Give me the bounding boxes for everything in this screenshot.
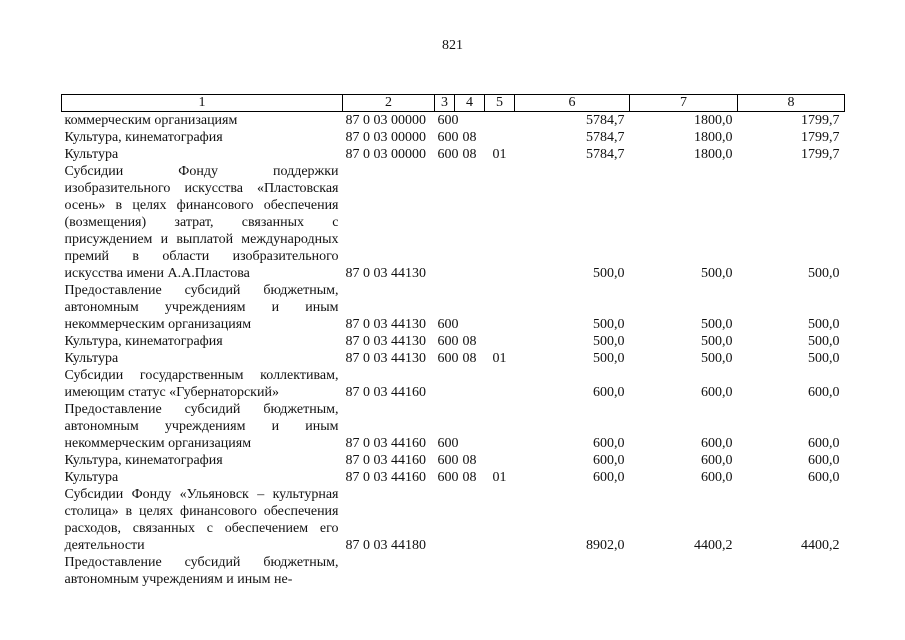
row-subsection: [485, 333, 515, 350]
budget-table: [61, 94, 845, 588]
row-name: Культура: [64, 147, 119, 162]
row-value-2: 500,0: [701, 334, 733, 349]
column-header: 5: [485, 95, 515, 112]
row-target-code: 87 0 03 44130: [345, 317, 426, 332]
table-row: [62, 112, 845, 130]
row-target-code: 87 0 03 44160: [345, 470, 426, 485]
row-target-code: 87 0 03 44180: [345, 538, 426, 553]
row-target-code: 87 0 03 00000: [345, 147, 426, 162]
row-section: [455, 282, 485, 333]
row-target-code: 87 0 03 44160: [345, 385, 426, 400]
table-row: [62, 554, 845, 588]
row-subsection: 01: [492, 351, 507, 366]
column-header: 7: [630, 95, 738, 112]
row-section: 08: [462, 130, 477, 145]
row-expense-type: [435, 163, 455, 282]
row-target-code: 87 0 03 44160: [345, 436, 426, 451]
row-section: [455, 486, 485, 554]
row-value-3: 1799,7: [801, 113, 840, 128]
row-expense-type: [435, 367, 455, 401]
row-value-3: 4400,2: [801, 538, 840, 553]
row-name: Субсидии государственным коллективам, имеющим статус «Губернаторский»: [64, 368, 339, 400]
row-section: 08: [462, 147, 477, 162]
row-subsection: [485, 401, 515, 452]
table-row: [62, 333, 845, 350]
row-value-2: 600,0: [701, 470, 733, 485]
row-value-1: 500,0: [593, 266, 625, 281]
row-section: 08: [462, 470, 477, 485]
page-number: 821: [442, 38, 463, 53]
row-value-2: 1800,0: [694, 147, 733, 162]
row-section: [455, 163, 485, 282]
row-target-code: 87 0 03 44130: [345, 351, 426, 366]
row-subsection: [485, 112, 515, 130]
row-section: 08: [462, 453, 477, 468]
row-value-2: [630, 554, 738, 588]
row-value-3: 1799,7: [801, 147, 840, 162]
row-expense-type: [435, 554, 455, 588]
row-subsection: [485, 282, 515, 333]
row-subsection: [485, 452, 515, 469]
header-row: [62, 95, 845, 112]
row-expense-type: 600: [437, 453, 459, 468]
column-header: 3: [435, 95, 455, 112]
row-value-3: 500,0: [808, 266, 840, 281]
row-subsection: [485, 367, 515, 401]
row-value-2: 600,0: [701, 385, 733, 400]
row-subsection: [485, 163, 515, 282]
row-section: [455, 367, 485, 401]
row-section: [455, 554, 485, 588]
row-name: Предоставление субсидий бюджетным, автономным учреждениям и иным некоммерческим организациям: [64, 283, 339, 332]
row-expense-type: 600: [437, 147, 459, 162]
row-target-code: 87 0 03 00000: [345, 130, 426, 145]
row-value-1: [515, 554, 630, 588]
row-value-1: 500,0: [593, 334, 625, 349]
row-expense-type: 600: [437, 436, 459, 451]
row-name: Культура, кинематография: [64, 130, 223, 145]
row-target-code: 87 0 03 00000: [345, 113, 426, 128]
row-target-code: 87 0 03 44130: [345, 334, 426, 349]
row-name: коммерческим организациям: [64, 113, 238, 128]
row-value-2: 500,0: [701, 266, 733, 281]
row-name: Предоставление субсидий бюджетным, автономным учреждениям и иным не-: [64, 555, 339, 587]
row-value-3: 600,0: [808, 436, 840, 451]
row-section: [455, 112, 485, 130]
table-row: [62, 350, 845, 367]
row-value-1: 5784,7: [586, 113, 625, 128]
row-value-1: 8902,0: [586, 538, 625, 553]
row-value-3: 500,0: [808, 317, 840, 332]
row-value-3: 600,0: [808, 385, 840, 400]
row-value-3: [738, 554, 845, 588]
row-value-2: 600,0: [701, 436, 733, 451]
table-row: [62, 469, 845, 486]
row-name: Субсидии Фонду поддержки изобразительного искусства «Пластовская осень» в целях финансового обеспечения (возмещения) затрат, связанных с присуждением и выплатой международных премий в области изобразительного искусства имени А.А.Пластова: [64, 164, 339, 281]
row-value-1: 600,0: [593, 385, 625, 400]
row-expense-type: [435, 486, 455, 554]
row-expense-type: 600: [437, 351, 459, 366]
row-value-3: 500,0: [808, 334, 840, 349]
table-row: [62, 452, 845, 469]
row-value-1: 500,0: [593, 317, 625, 332]
row-value-3: 600,0: [808, 470, 840, 485]
row-name: Культура: [64, 470, 119, 485]
table-row: [62, 146, 845, 163]
row-value-1: 600,0: [593, 453, 625, 468]
table-row: [62, 163, 845, 282]
row-name: Культура, кинематография: [64, 453, 223, 468]
row-subsection: [485, 486, 515, 554]
row-target-code: 87 0 03 44130: [345, 266, 426, 281]
row-name: Предоставление субсидий бюджетным, автономным учреждениям и иным некоммерческим организациям: [64, 402, 339, 451]
row-value-1: 5784,7: [586, 147, 625, 162]
row-expense-type: 600: [437, 113, 459, 128]
row-section: [455, 401, 485, 452]
row-name: Субсидии Фонду «Ульяновск – культурная столица» в целях финансового обеспечения расходов, связанных с обеспечением его деятельности: [64, 487, 339, 553]
table-row: [62, 486, 845, 554]
row-value-2: 500,0: [701, 351, 733, 366]
row-name: Культура: [64, 351, 119, 366]
row-value-3: 600,0: [808, 453, 840, 468]
table-header: [62, 95, 845, 112]
table-row: [62, 282, 845, 333]
row-value-2: 1800,0: [694, 130, 733, 145]
row-value-1: 5784,7: [586, 130, 625, 145]
column-header: 8: [738, 95, 845, 112]
column-header: 2: [343, 95, 435, 112]
table-row: [62, 401, 845, 452]
row-expense-type: 600: [437, 317, 459, 332]
row-section: 08: [462, 334, 477, 349]
table-row: [62, 367, 845, 401]
row-target-code: [343, 554, 435, 588]
row-value-1: 500,0: [593, 351, 625, 366]
row-value-2: 500,0: [701, 317, 733, 332]
row-value-2: 600,0: [701, 453, 733, 468]
column-header: 4: [455, 95, 485, 112]
column-header: 1: [62, 95, 343, 112]
row-value-3: 500,0: [808, 351, 840, 366]
row-expense-type: 600: [437, 470, 459, 485]
row-subsection: [485, 554, 515, 588]
row-value-3: 1799,7: [801, 130, 840, 145]
row-value-1: 600,0: [593, 470, 625, 485]
row-value-2: 1800,0: [694, 113, 733, 128]
row-expense-type: 600: [437, 334, 459, 349]
table-row: [62, 129, 845, 146]
row-value-2: 4400,2: [694, 538, 733, 553]
row-value-1: 600,0: [593, 436, 625, 451]
row-name: Культура, кинематография: [64, 334, 223, 349]
table-body: [62, 112, 845, 589]
row-expense-type: 600: [437, 130, 459, 145]
row-subsection: [485, 129, 515, 146]
row-section: 08: [462, 351, 477, 366]
row-subsection: 01: [492, 470, 507, 485]
row-subsection: 01: [492, 147, 507, 162]
row-target-code: 87 0 03 44160: [345, 453, 426, 468]
column-header: 6: [515, 95, 630, 112]
